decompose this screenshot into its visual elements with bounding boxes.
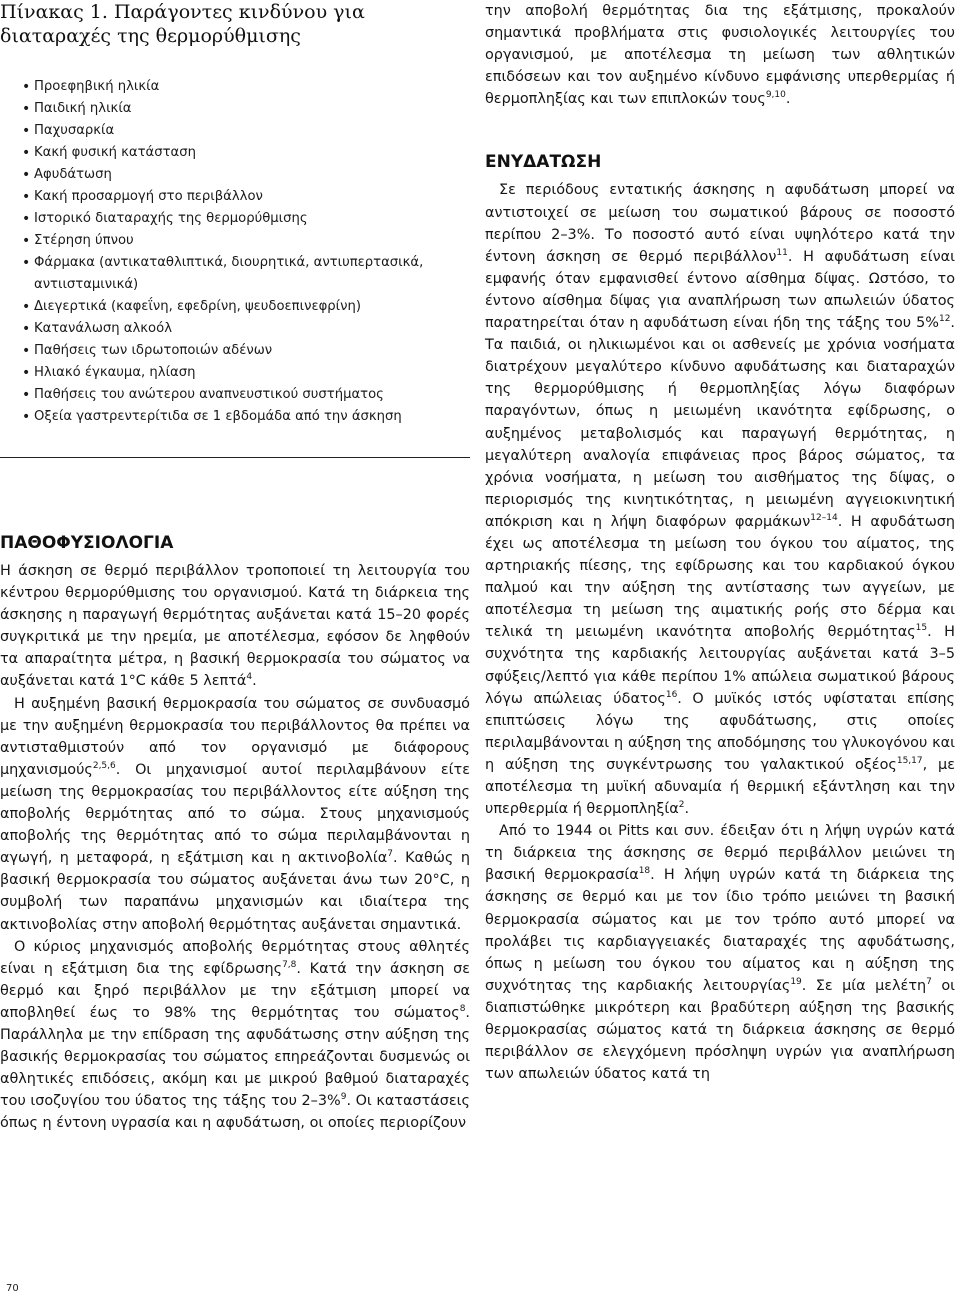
citation: 11 — [776, 247, 788, 258]
page-number: 70 — [6, 1283, 19, 1294]
continuation-paragraph: την αποβολή θερμότητας δια της εξάτμισης, προκαλούν σημαντικά προβλήματα στις φυσιολογικές λειτουργίες του οργανισμού, με αποτέλεσμα τη μείωση των αθλητικών επιδόσεων και τον αυξημένο κίνδυνο εμφάνισης υπερθερμίας ή θερμοπληξίας και των επιπλοκών τους$^{9,10}$. — [485, 3, 955, 108]
list-item: • Παθήσεις των ιδρωτοποιών αδένων — [22, 340, 470, 362]
citation: 2,5,6 — [92, 761, 116, 772]
text-run: . Η αφυδάτωση έχει ως αποτέλεσμα τη μείωση του όγκου του αίματος, της αρτηριακής πίεσης, της εφίδρωσης και του καρδιακού όγκου παλμού και την αύξηση της αντίστασης των αγγείων, με αποτέλεσμα τη μείωση της αιματικής ροής στο δέρμα και τελικά τη μειωμένη ικανότητα αποβολής θερμότητας — [485, 513, 955, 641]
pathophysiology-section — [0, 532, 470, 1134]
hydration-body — [485, 179, 955, 1085]
citation: 19 — [790, 977, 802, 988]
list-item — [22, 252, 470, 296]
citation: 2 — [678, 800, 685, 811]
list-item: • Αφυδάτωση — [22, 164, 470, 186]
list-item: • Διεγερτικά (καφεΐνη, εφεδρίνη, ψευδοεπινεφρίνη) — [22, 296, 470, 318]
citation: 12–14 — [810, 513, 838, 524]
citation: 7 — [926, 977, 932, 988]
citation: 7 — [387, 849, 393, 860]
paragraph — [485, 820, 955, 1085]
text-run: . Κατά την άσκηση σε θερμό και ξηρό περιβάλλον με την εξάτμιση μπορεί να αποβληθεί έως το 98% της θερμότητας του σώματος — [0, 960, 470, 1021]
list-item: • Οξεία γαστρεντερίτιδα σε 1 εβδομάδα από την άσκηση — [22, 406, 470, 428]
citation: 15 — [915, 623, 928, 634]
text-run: Σε περιόδους εντατικής άσκησης η αφυδάτωση μπορεί να αντιστοιχεί σε μείωση του σωματικού βάρους σε ποσοστό περίπου 2–3%. Το ποσοστό αυτό είναι υψηλότερο κατά την έντονη άσκηση σε θερμό περιβάλλον — [485, 182, 955, 265]
text-run: . Παράλληλα με την επίδραση της αφυδάτωσης στην αύξηση της βασικής θερμοκρασίας του σώματος επηρεάζονται δυσμενώς οι αθλητικές επιδόσεις, ακόμη και με μικρού βαθμού διαταραχές του ισοζυγίου του ύδατος της τάξης του 2–3% — [0, 1004, 470, 1110]
pathophysiology-body — [0, 560, 470, 1134]
citation: 9 — [340, 1092, 347, 1103]
list-item: • Παιδική ηλικία — [22, 98, 470, 120]
text-run: Ο κύριος μηχανισμός αποβολής θερμότητας στους αθλητές είναι η εξάτμιση δια της εφίδρωσης — [0, 938, 470, 977]
table-title — [0, 0, 470, 48]
list-item: • Παχυσαρκία — [22, 120, 470, 142]
list-item: • Ηλιακό έγκαυμα, ηλίαση — [22, 362, 470, 384]
citation: 4 — [246, 672, 253, 683]
text-run: Η άσκηση σε θερμό περιβάλλον τροποποιεί τη λειτουργία του κέντρου θερμορύθμισης του οργανισμού. Κατά τη διάρκεια της άσκησης η παραγωγή θερμότητας αυξάνεται κατά 15–20 φορές συγκριτικά με την ηρεμία, με αποτέλεσμα, εφόσον δε ληφθούν τα απαραίτητα μέτρα, η βασική θερμοκρασία του σώματος να αυξάνεται κατά 1°C κάθε 5 λεπτά — [0, 563, 470, 690]
left-column — [0, 0, 471, 1132]
paragraph — [0, 936, 470, 1135]
table-divider — [0, 457, 470, 458]
risk-factor-list — [0, 76, 470, 428]
paragraph — [0, 693, 470, 936]
list-item-continuation: αντιισταμινικά) — [34, 277, 139, 292]
list-item: • Κακή προσαρμογή στο περιβάλλον — [22, 186, 470, 208]
list-item: • Στέρηση ύπνου — [22, 230, 470, 252]
text-run: οι διαπιστώθηκε μικρότερη και βραδύτερη αύξηση της βασικής θερμοκρασίας σώματος κατά τη διάρκεια άσκησης σε θερμό περιβάλλον σε ελεγχόμενη πρόσληψη υγρών για αναπλήρωση των απωλειών ύδατος κατά τη — [485, 977, 955, 1083]
citation: 9,10 — [765, 90, 786, 101]
text-run: . Οι καταστάσεις όπως η έντονη υγρασία και η αφυδάτωση, οι οποίες περιορίζουν — [0, 1093, 470, 1132]
section-heading-hydration: ΕΝΥΔΑΤΩΣΗ — [485, 152, 602, 173]
text-run: . Η λήψη υγρών κατά τη διάρκεια της άσκησης σε θερμό και με τον ίδιο τρόπο μειώνει τη βασική θερμοκρασία σώματος και με τον τρόπο αυτό μπορεί να προλάβει τις καρδιαγγειακές διαταραχές της αφυδάτωσης, όπως η μείωση του όγκου του αίματος και η αύξηση της συχνότητας της καρδιακής λειτουργίας — [485, 867, 956, 994]
text-run: την αποβολή θερμότητας δια της εξάτμισης, προκαλούν σημαντικά προβλήματα στις φυσιολογικές λειτουργίες του οργανισμού, με αποτέλεσμα τη μείωση των αθλητικών επιδόσεων και τον αυξημένο κίνδυνο εμφάνισης υπερθερμίας ή θερμοπληξίας και των επιπλοκών τους — [485, 3, 955, 108]
table-title-line-2: διαταραχές της θερμορύθμισης — [0, 25, 301, 47]
text-run: . Η αφυδάτωση είναι εμφανής όταν εμφανισθεί έντονο αίσθημα δίψας. Ωστόσο, το έντονο αίσθημα δίψας για αναπλήρωση των απωλειών ύδατος παρατηρείται όταν η αφυδάτωση είναι ήδη της τάξης του 5% — [485, 248, 955, 332]
list-item: • Κατανάλωση αλκοόλ — [22, 318, 470, 340]
text-run: . Η συχνότητα της καρδιακής λειτουργίας αυξάνεται κατά 3–5 σφύξεις/λεπτό για κάθε περίπου 1% απώλεια σωματικού βάρους λόγω απώλειας ύδατος — [485, 624, 955, 707]
citation: 8 — [459, 1004, 466, 1015]
list-item: • Παθήσεις του ανώτερου αναπνευστικού συστήματος — [22, 384, 470, 406]
list-item-text: Φάρμακα (αντικαταθλιπτικά, διουρητικά, αντιυπερτασικά, — [34, 255, 424, 270]
list-item: • Ιστορικό διαταραχής της θερμορύθμισης — [22, 208, 470, 230]
paragraph: Σε περιόδους εντατικής άσκησης η αφυδάτωση μπορεί να αντιστοιχεί σε μείωση του σωματικού βάρους σε ποσοστό περίπου 2–3%. Το ποσοστό αυτό είναι υψηλότερο κατά την έντονη άσκηση σε θερμό περιβάλλον$^{11}$. Η αφυδάτωση είναι εμφανής όταν εμφανισθεί έντονο αίσθημα δίψας. Ωστόσο, το έντονο αίσθημα δίψας για αναπλήρωση των απωλειών ύδατος παρατηρείται όταν η αφυδάτωση είναι ήδη της τάξης του 5%$^{12}$. Τα παιδιά, οι ηλικιωμένοι και οι ασθενείς με χρόνια νοσήματα διατρέχουν μεγαλύτερο κίνδυνο αφυδάτωσης και διαταραχών της θερμορύθμισης ή θερμοπληξίας λόγω διαφόρων παραγόντων, όπως η μειωμένη ικανότητα εφίδρωσης, ο αυξημένος μεταβολισμός και παραγωγή θερμότητας, η μεγαλύτερη αναλογία επιφάνειας προς βάρος σώματος, τα χρόνια νοσήματα, η μείωση του αισθήματος της δίψας, ο περιορισμός της κινητικότητας, η μειωμένη αγγειοκινητική απόκριση και η λήψη διαφόρων φαρμάκων$^{12-14}$. Η αφυδάτωση έχει ως αποτέλεσμα τη μείωση του όγκου του αίματος, της αρτηριακής πίεσης, της εφίδρωσης και του καρδιακού όγκου παλμού και την αύξηση της αντίστασης των αγγείων, με αποτέλεσμα τη μείωση της αιματικής ροής στο δέρμα και τελικά τη μειωμένη ικανότητα αποβολής θερμότητας$^{15}$. Η συχνότητα της καρδιακής λειτουργίας αυξάνεται κατά 3–5 σφύξεις/λεπτό για κάθε περίπου 1% απώλεια σωματικού βάρους λόγω απώλειας ύδατος$^{16}$. Ο μυϊκός ιστός υφίσταται επίσης επιπτώσεις λόγω της αφυδάτωσης, στις οποίες περιλαμβάνονται η αύξηση της αποδόμησης του γλυκογόνου και η αύξηση της συγκέντρωσης του γαλακτικού οξέος$^{15,17}$, με αποτέλεσμα τη μυϊκή αδυναμία ή θερμική εξάντληση και την υπερθερμία ή θερμοπληξία$^2$. — [485, 182, 955, 818]
paragraph: Η άσκηση σε θερμό περιβάλλον τροποποιεί τη λειτουργία του κέντρου θερμορύθμισης του οργανισμού. Κατά τη διάρκεια της άσκησης η παραγωγή θερμότητας αυξάνεται κατά 15–20 φορές συγκριτικά με την ηρεμία, με αποτέλεσμα, εφόσον δε ληφθούν τα απαραίτητα μέτρα, η βασική θερμοκρασία του σώματος να αυξάνεται κατά 1°C κάθε 5 λεπτά$^4$. — [0, 563, 470, 690]
right-column — [485, 0, 955, 1085]
text-run: Η αυξημένη βασική θερμοκρασία του σώματος σε συνδυασμό με την αυξημένη θερμοκρασία του περιβάλλοντος θα πρέπει να αντισταθμιστούν από τον οργανισμό με διάφορους μηχανισμούς — [0, 695, 470, 778]
text-run: . Σε μία μελέτη — [801, 977, 927, 994]
citation: 7,8 — [282, 959, 297, 970]
citation: 16 — [665, 689, 678, 700]
text-run: Από το 1944 οι Pitts και συν. έδειξαν ότι η λήψη υγρών κατά τη διάρκεια της άσκησης σε θερμό περιβάλλον μειώνει τη βασική θερμοκρασία — [485, 823, 955, 884]
citation: 15,17 — [896, 756, 923, 767]
list-item: • Προεφηβική ηλικία — [22, 76, 470, 98]
risk-factors-table — [0, 0, 470, 428]
text-run: . Τα παιδιά, οι ηλικιωμένοι και οι ασθενείς με χρόνια νοσήματα διατρέχουν μεγαλύτερο κίνδυνο αφυδάτωσης και διαταραχών της θερμορύθμισης ή θερμοπληξίας λόγω διαφόρων παραγόντων, όπως η μειωμένη ικανότητα εφίδρωσης, ο αυξημένος μεταβολισμός και παραγωγή θερμότητας, η μεγαλύτερη αναλογία επιφάνειας προς βάρος σώματος, τα χρόνια νοσήματα, η μείωση του αισθήματος της δίψας, ο περιορισμός της κινητικότητας, η μειωμένη αγγειοκινητική απόκριση και η λήψη διαφόρων φαρμάκων — [485, 315, 955, 530]
section-heading-pathophysiology: ΠΑΘΟΦΥΣΙΟΛΟΓΙΑ — [0, 533, 174, 553]
text-run: . Ο μυϊκός ιστός υφίσταται επίσης επιπτώσεις λόγω της αφυδάτωσης, στις οποίες περιλαμβάνονται η αύξηση της αποδόμησης του γλυκογόνου και η αύξηση της συγκέντρωσης του γαλακτικού οξέος — [485, 690, 955, 773]
text-run: . Καθώς η βασική θερμοκρασία του σώματος αυξάνεται άνω των 20°C, η συμβολή των παραπάνω μηχανισμών και ιδιαίτερα της ακτινοβολίας στην αποβολή θερμότητας αυξάνεται σημαντικά. — [0, 850, 471, 933]
citation: 12 — [938, 314, 951, 325]
text-run: , με αποτέλεσμα τη μυϊκή αδυναμία ή θερμική εξάντληση και την υπερθερμία ή θερμοπληξία — [485, 756, 955, 818]
text-run: . Οι μηχανισμοί αυτοί περιλαμβάνουν είτε μείωση της θερμοκρασίας του περιβάλλοντος είτε αύξηση της αποβολής θερμότητας από το σώμα. Στους μηχανισμούς αποβολής της θερμότητας από το σώμα περιλαμβάνονται η αγωγή, η μεταφορά, η εξάτμιση και η ακτινοβολία — [0, 761, 470, 867]
citation: 18 — [638, 866, 651, 877]
list-item: • Κακή φυσική κατάσταση — [22, 142, 470, 164]
table-title-line-1: Πίνακας 1. Παράγοντες κινδύνου για — [0, 1, 365, 23]
